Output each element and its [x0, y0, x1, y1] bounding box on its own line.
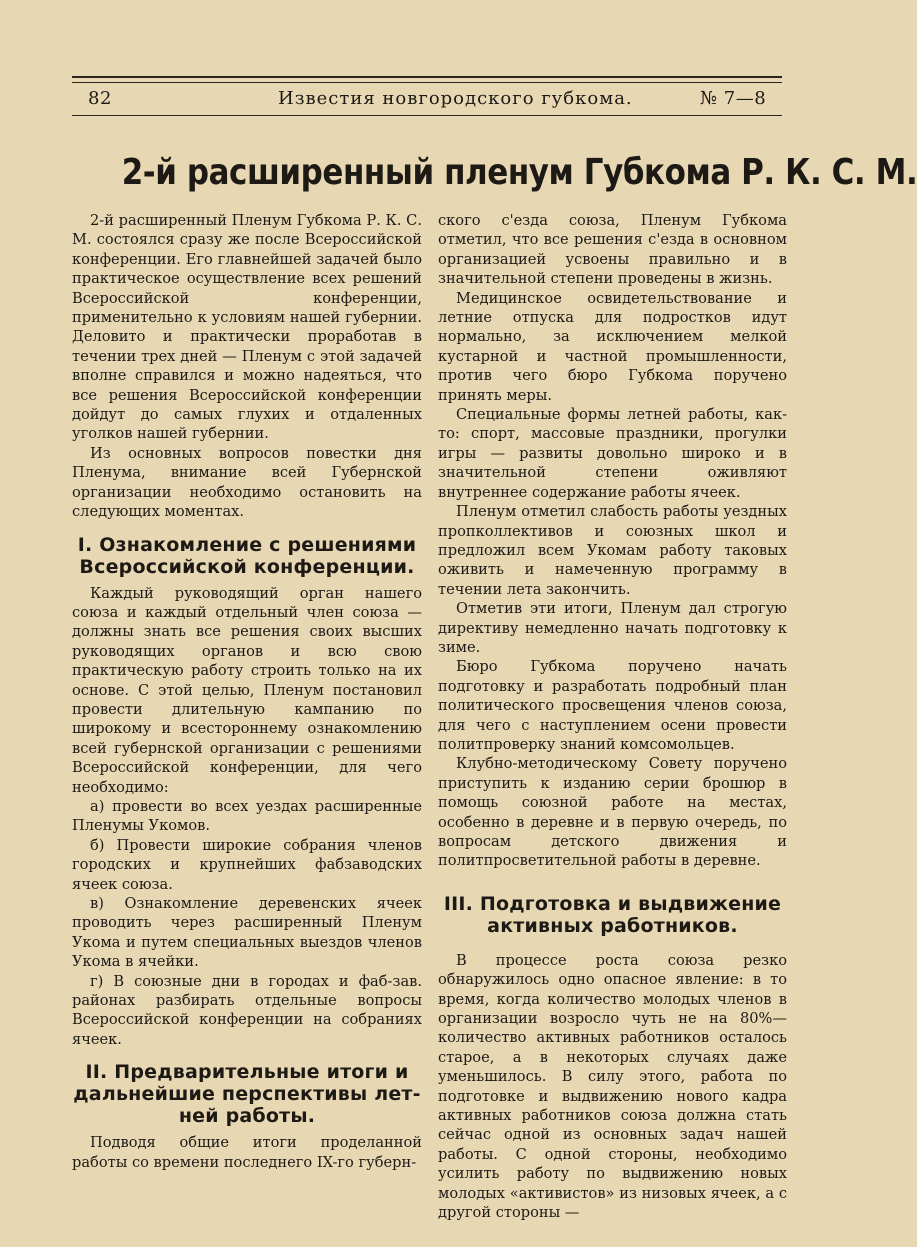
list-item: б) Провести широкие собрания членов городских и крупнейших фабзаводских ячеек союза.: [72, 836, 422, 893]
section-heading-line: III. Подготовка и выдвижение: [443, 892, 782, 915]
section-heading-line: I. Ознакомление с решениями: [77, 533, 417, 556]
list-item: г) В союзные дни в городах и фаб-зав. районах разбирать отдельные вопросы Всероссийской конференции на собраниях ячеек.: [72, 972, 422, 1048]
journal-title: Известия новгородского губкома.: [278, 88, 633, 109]
body-paragraph: Каждый руководящий орган нашего союза и каждый отдельный член союза — должны знать все решения своих высших руководящих органов и всю свою практическую работу строить только на их основе. С этой целью, Пленум постановил провести длительную кампанию по широкому и всестороннему ознакомлению всей губернской организации с решениями Всероссийской конференции, для чего необходимо:: [72, 584, 422, 796]
intro-paragraph: Из основных вопросов повестки дня Пленума, внимание всей Губернской организации необходимо остановить на следующих моментах.: [72, 444, 422, 521]
body-paragraph: Медицинское освидетельствование и летние отпуска для подростков идут нормально, за исключением мелкой кустарной и частной промышленности, против чего бюро Губкома поручено принять меры.: [438, 289, 787, 404]
intro-paragraph: 2-й расширенный Пленум Губкома Р. К. С. М. состоялся сразу же после Всероссийской конференции. Его главнейшей задачей было практическое осуществление всех решений Всероссийской конференции, применительно к условиям нашей губернии. Деловито и практически проработав в течении трех дней — Пленум с этой задачей вполне справился и можно надеяться, что все решения Всероссийской конференции дойдут до самых глухих и отдаленных уголков нашей губернии.: [72, 212, 422, 443]
body-paragraph: Клубно-методическому Совету поручено приступить к изданию серии брошюр в помощь союзной работе на местах, особенно в деревне и в первую очередь, по вопросам детского движения и политпросветительной работы в деревне.: [438, 755, 787, 870]
header-bottom-rule: [72, 115, 782, 116]
body-paragraph: Пленум отметил слабость работы уездных пропколлективов и союзных школ и предложил всем Укомам работу таковых оживить и намеченную программу в течении лета закончить.: [438, 503, 787, 598]
page-number: 82: [88, 88, 112, 109]
right-column: [438, 211, 787, 1223]
left-column: [72, 211, 422, 1172]
body-paragraph: Подводя общие итоги проделанной работы со времени последнего IX-го губерн-: [72, 1134, 422, 1171]
list-item: в) Ознакомление деревенских ячеек проводить через расширенный Пленум Укома и путем специальных выездов членов Укома в ячейки.: [72, 895, 422, 971]
section-heading-line: Всероссийской конференции.: [79, 555, 415, 578]
header-top-rule: [72, 76, 782, 78]
section-heading: [72, 1061, 422, 1127]
body-paragraph: Бюро Губкома поручено начать подготовку и разработать подробный план политического просвещения членов союза, для чего с наступлением осени провести политпроверку знаний комсомольцев.: [438, 658, 787, 753]
body-paragraph: Отметив эти итоги, Пленум дал строгую директиву немедленно начать подготовку к зиме.: [438, 600, 787, 656]
section-heading: [438, 893, 787, 937]
section-heading-line: активных работников.: [487, 914, 738, 937]
body-paragraph: ского с'езда союза, Пленум Губкома отметил, что все решения с'езда в основном организацией усвоены правильно и в значительной степени проведены в жизнь.: [438, 212, 787, 288]
section-heading-line: II. Предварительные итоги и: [85, 1061, 409, 1084]
issue-number: № 7—8: [700, 88, 767, 109]
section-heading-line: дальнейшие перспективы лет-: [73, 1083, 421, 1106]
section-heading: [72, 534, 422, 578]
header-top-rule-thin: [72, 82, 782, 83]
section-heading-line: ней работы.: [178, 1105, 316, 1128]
body-paragraph: В процессе роста союза резко обнаружилось одно опасное явление: в то время, когда количество молодых членов в организации возросло чуть не на 80%—количество активных работников осталось старое, а в некоторых случаях даже уменьшилось. В силу этого, работа по подготовке и выдвижению нового кадра активных работников союза должна стать сейчас одной из основных задач нашей работы. С одной стороны, необходимо усилить работу по выдвижению новых молодых «активистов» из низовых ячеек, а с другой стороны —: [438, 951, 787, 1222]
list-item: а) провести во всех уездах расширенные Пленумы Укомов.: [72, 797, 422, 835]
body-paragraph: Специальные формы летней работы, как-то: спорт, массовые праздники, прогулки игры — развиты довольно широко и в значительной степени оживляют внутреннее содержание работы ячеек.: [438, 406, 787, 501]
article-title: 2-й расширенный пленум Губкома Р. К. С. М.: [121, 152, 917, 193]
